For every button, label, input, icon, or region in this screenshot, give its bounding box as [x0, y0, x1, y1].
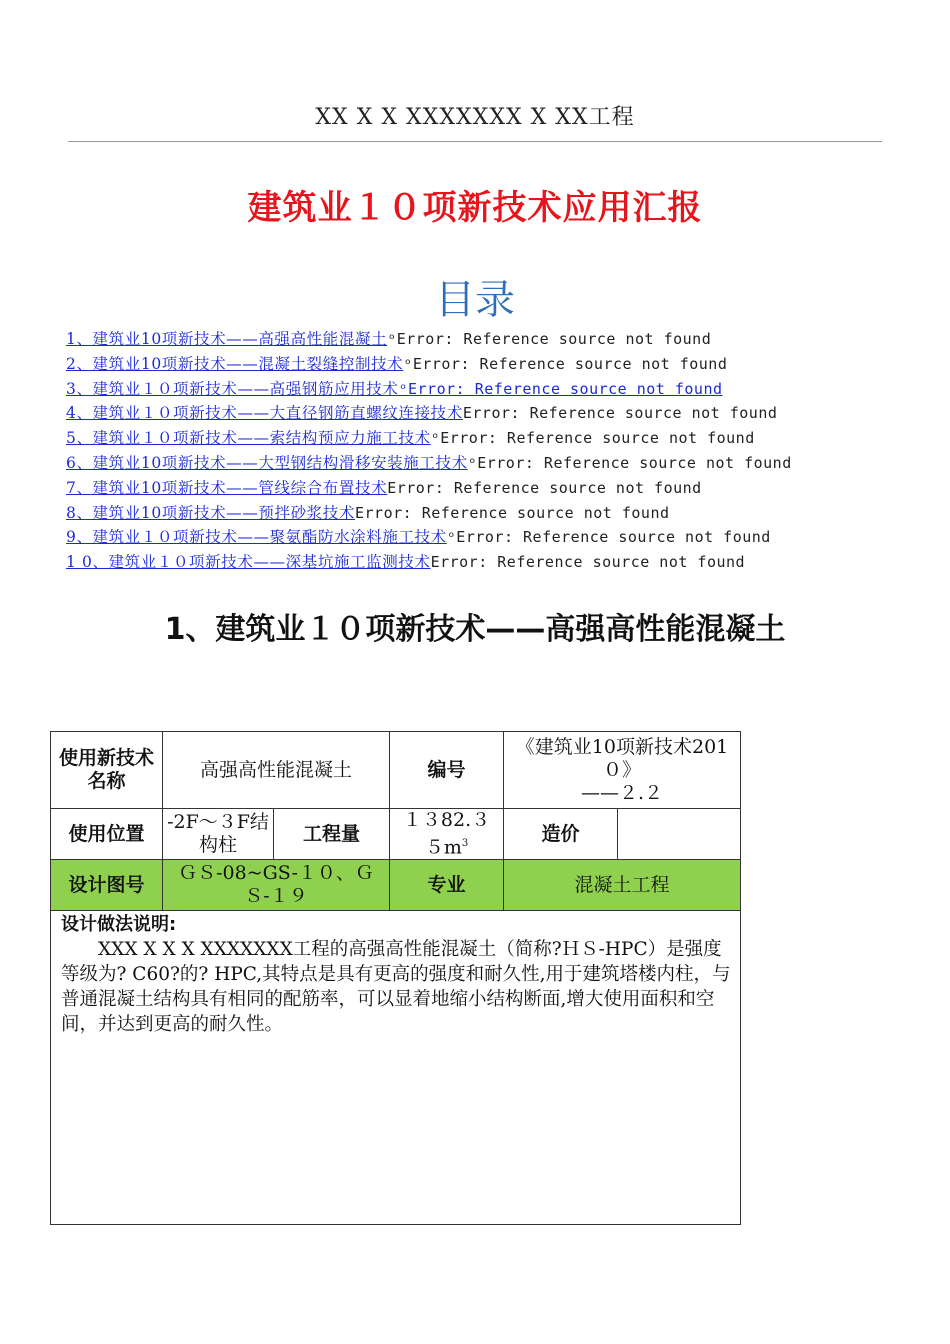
toc-page-ref: Error: Reference source not found	[412, 354, 728, 373]
toc-page-ref: Error: Reference source not found	[456, 528, 771, 547]
technology-info-table	[50, 731, 741, 1225]
design-description-cell	[51, 911, 741, 1225]
toc-item: 2、建筑业10项新技术——混凝土裂缝控制技术ᵒError: Reference source not found	[66, 354, 728, 373]
design-description-heading: 设计做法说明:	[61, 914, 177, 936]
toc-link[interactable]: 8、建筑业10项新技术——预拌砂浆技术	[66, 503, 355, 522]
quantity-value	[390, 809, 504, 860]
quantity-number: １３82.３５m	[402, 809, 491, 859]
toc-page-ref: Error: Reference source not found	[430, 553, 746, 572]
discipline-value: 混凝土工程	[504, 860, 741, 911]
toc-page-ref: Error: Reference source not found	[387, 478, 702, 497]
toc-link[interactable]: 1 0、建筑业１０项新技术——深基坑施工监测技术	[66, 553, 431, 572]
table-row	[51, 911, 741, 1225]
toc-link[interactable]: 9、建筑业１０项新技术——聚氨酯防水涂料施工技术	[66, 528, 447, 547]
drawing-number-label: 设计图号	[51, 860, 163, 911]
table-row	[51, 809, 741, 860]
toc-link[interactable]: 3、建筑业１０项新技术——高强钢筋应用技术	[66, 379, 399, 398]
toc-link[interactable]: 1、建筑业10项新技术——高强高性能混凝土	[66, 330, 388, 348]
toc-item	[66, 476, 926, 501]
table-row	[51, 860, 741, 911]
toc-link[interactable]: 5、建筑业１０项新技术——索结构预应力施工技术	[66, 429, 431, 448]
location-value: -2F～３F结构柱	[163, 809, 274, 860]
toc-item	[66, 327, 926, 352]
header-divider	[68, 141, 882, 142]
toc-page-ref[interactable]: Error: Reference source not found	[408, 379, 723, 398]
toc-page-ref: Error: Reference source not found	[462, 404, 778, 423]
code-value-line1: 《建筑业10项新技术201０》	[515, 735, 729, 781]
cost-value	[618, 809, 741, 860]
toc-item	[66, 401, 926, 426]
toc-link[interactable]: 6、建筑业10项新技术——大型钢结构滑移安装施工技术	[66, 453, 468, 472]
toc-title: 目录	[435, 277, 515, 323]
table-of-contents	[66, 327, 926, 575]
toc-item: 6、建筑业10项新技术——大型钢结构滑移安装施工技术ᵒError: Reference source not found	[66, 453, 792, 472]
code-value	[504, 732, 741, 809]
quantity-unit-superscript: 3	[461, 838, 469, 849]
toc-page-ref: Error: Reference source not found	[396, 330, 712, 348]
cost-label: 造价	[504, 809, 618, 860]
toc-link[interactable]: 2、建筑业10项新技术——混凝土裂缝控制技术	[66, 354, 404, 373]
toc-item	[66, 550, 926, 575]
document-title: 建筑业１０项新技术应用汇报	[247, 188, 703, 228]
page-header: XX X X XXXXXXX X XX工程	[315, 105, 635, 130]
toc-page-ref: Error: Reference source not found	[477, 453, 792, 472]
quantity-label: 工程量	[274, 809, 390, 860]
toc-link[interactable]: 4、建筑业１０项新技术——大直径钢筋直螺纹连接技术	[66, 404, 463, 423]
code-label: 编号	[390, 732, 504, 809]
toc-item: 5、建筑业１０项新技术——索结构预应力施工技术ᵒError: Reference source not found	[66, 429, 755, 448]
toc-item: 3、建筑业１０项新技术——高强钢筋应用技术ᵒError: Reference source not found	[66, 379, 723, 398]
section-title: 1、建筑业１０项新技术——高强高性能混凝土	[164, 612, 786, 647]
toc-item	[66, 501, 926, 526]
code-value-line2: ——２.２	[581, 781, 664, 804]
toc-page-ref: ᵒ	[387, 330, 397, 348]
tech-name-value: 高强高性能混凝土	[163, 732, 390, 809]
location-label: 使用位置	[51, 809, 163, 860]
table-row	[51, 732, 741, 809]
design-description-body: XXX X X X XXXXXXX工程的高强高性能混凝土（简称?ＨＳ-HPC）是强度等级为? C60?的? HPC,其特点是具有更高的强度和耐久性,用于建筑塔楼内柱，与普通混凝土结构具有相同的配筋率，可以显着地缩小结构断面,增大使用面积和空间，并达到更高的耐久性。	[61, 939, 731, 1036]
toc-link[interactable]: 7、建筑业10项新技术——管线综合布置技术	[66, 478, 388, 497]
toc-item: 9、建筑业１０项新技术——聚氨酯防水涂料施工技术ᵒError: Reference source not found	[66, 528, 771, 547]
toc-page-ref: Error: Reference source not found	[355, 503, 670, 522]
drawing-number-value: ＧＳ-08~GS-１０、ＧＳ-１９	[163, 860, 390, 911]
tech-name-label: 使用新技术名称	[51, 732, 163, 809]
toc-page-ref: Error: Reference source not found	[440, 429, 755, 448]
discipline-label: 专业	[390, 860, 504, 911]
